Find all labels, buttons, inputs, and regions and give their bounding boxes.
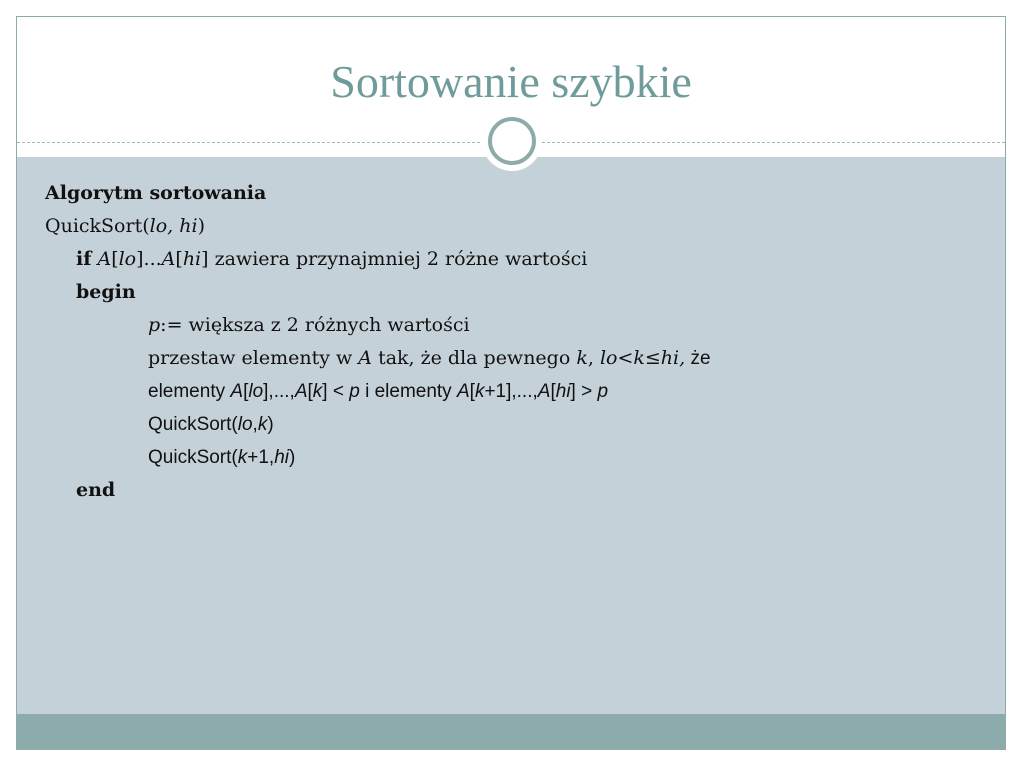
if-line <box>45 243 711 276</box>
swap2-a3: A <box>456 381 470 402</box>
algorithm-heading <box>45 177 711 210</box>
begin-keyword: begin <box>76 281 136 303</box>
call1-name: QuickSort( <box>148 414 238 435</box>
swap2-a4: A <box>537 381 551 402</box>
swap2-k1: k <box>312 381 323 402</box>
swap1-k: k <box>576 347 588 369</box>
end-line <box>45 474 711 507</box>
swap2-t9: [ <box>550 381 556 402</box>
swap2-p1: p <box>349 381 360 402</box>
swap2-hi: hi <box>555 381 571 402</box>
quicksort-call-2 <box>45 441 711 474</box>
pivot-line <box>45 309 711 342</box>
if-keyword: if <box>76 248 92 270</box>
if-array-a: A <box>97 248 112 270</box>
call1-arg-b: k <box>257 414 268 435</box>
call1-sep: , <box>252 414 258 435</box>
if-bracket-open-2: [ <box>175 248 183 270</box>
if-array-b: A <box>161 248 176 270</box>
swap2-a1: A <box>230 381 244 402</box>
begin-line <box>45 276 711 309</box>
swap2-t2: [ <box>243 381 249 402</box>
swap-line-2 <box>45 375 711 408</box>
end-keyword: end <box>76 479 116 501</box>
swap1-t2: tak, że dla pewnego <box>372 347 577 369</box>
signature-close: ) <box>197 215 205 237</box>
pivot-var: p <box>148 314 161 336</box>
circle-ring-icon <box>488 117 536 165</box>
if-bracket-open: [ <box>111 248 119 270</box>
swap2-t4: [ <box>307 381 313 402</box>
swap1-t1: przestaw elementy w <box>148 347 359 369</box>
swap2-t10: ] > <box>570 381 598 402</box>
swap2-t8: +1],..., <box>484 381 538 402</box>
slide <box>16 16 1006 750</box>
heading-text: Algorytm sortowania <box>45 182 267 204</box>
swap2-t7: [ <box>469 381 475 402</box>
signature-params: lo, hi <box>149 215 198 237</box>
if-mid: ]... <box>136 248 162 270</box>
call2-close: ) <box>289 447 296 468</box>
call2-arg-b: hi <box>274 447 289 468</box>
if-rest: ] zawiera przynajmniej 2 różne wartości <box>201 248 588 270</box>
swap2-t3: ],..., <box>263 381 295 402</box>
swap2-a2: A <box>294 381 308 402</box>
swap2-t5: ] < <box>322 381 350 402</box>
circle-ornament-icon <box>482 111 542 171</box>
call1-close: ) <box>267 414 274 435</box>
quicksort-call-1 <box>45 408 711 441</box>
swap1-t3: , <box>587 347 600 369</box>
algorithm-listing <box>45 177 711 507</box>
swap1-t4: że <box>685 348 711 369</box>
footer-bar <box>17 714 1005 749</box>
swap2-k2: k <box>474 381 485 402</box>
swap2-p2: p <box>597 381 609 402</box>
swap2-t1: elementy <box>148 381 231 402</box>
swap1-cond: lo<k≤hi, <box>599 347 686 369</box>
if-hi: hi <box>182 248 202 270</box>
slide-title: Sortowanie szybkie <box>330 56 692 107</box>
call1-arg-a: lo <box>237 414 253 435</box>
call2-name: QuickSort( <box>148 447 238 468</box>
swap2-lo: lo <box>248 381 264 402</box>
signature-name: QuickSort( <box>45 215 150 237</box>
if-lo: lo <box>118 248 137 270</box>
pivot-text: := większa z 2 różnych wartości <box>160 314 470 336</box>
swap2-t6: i elementy <box>359 381 457 402</box>
call2-arg-a: k <box>237 447 248 468</box>
swap1-a: A <box>358 347 373 369</box>
call2-mid: +1, <box>247 447 275 468</box>
swap-line-1 <box>45 342 711 375</box>
signature-line <box>45 210 711 243</box>
